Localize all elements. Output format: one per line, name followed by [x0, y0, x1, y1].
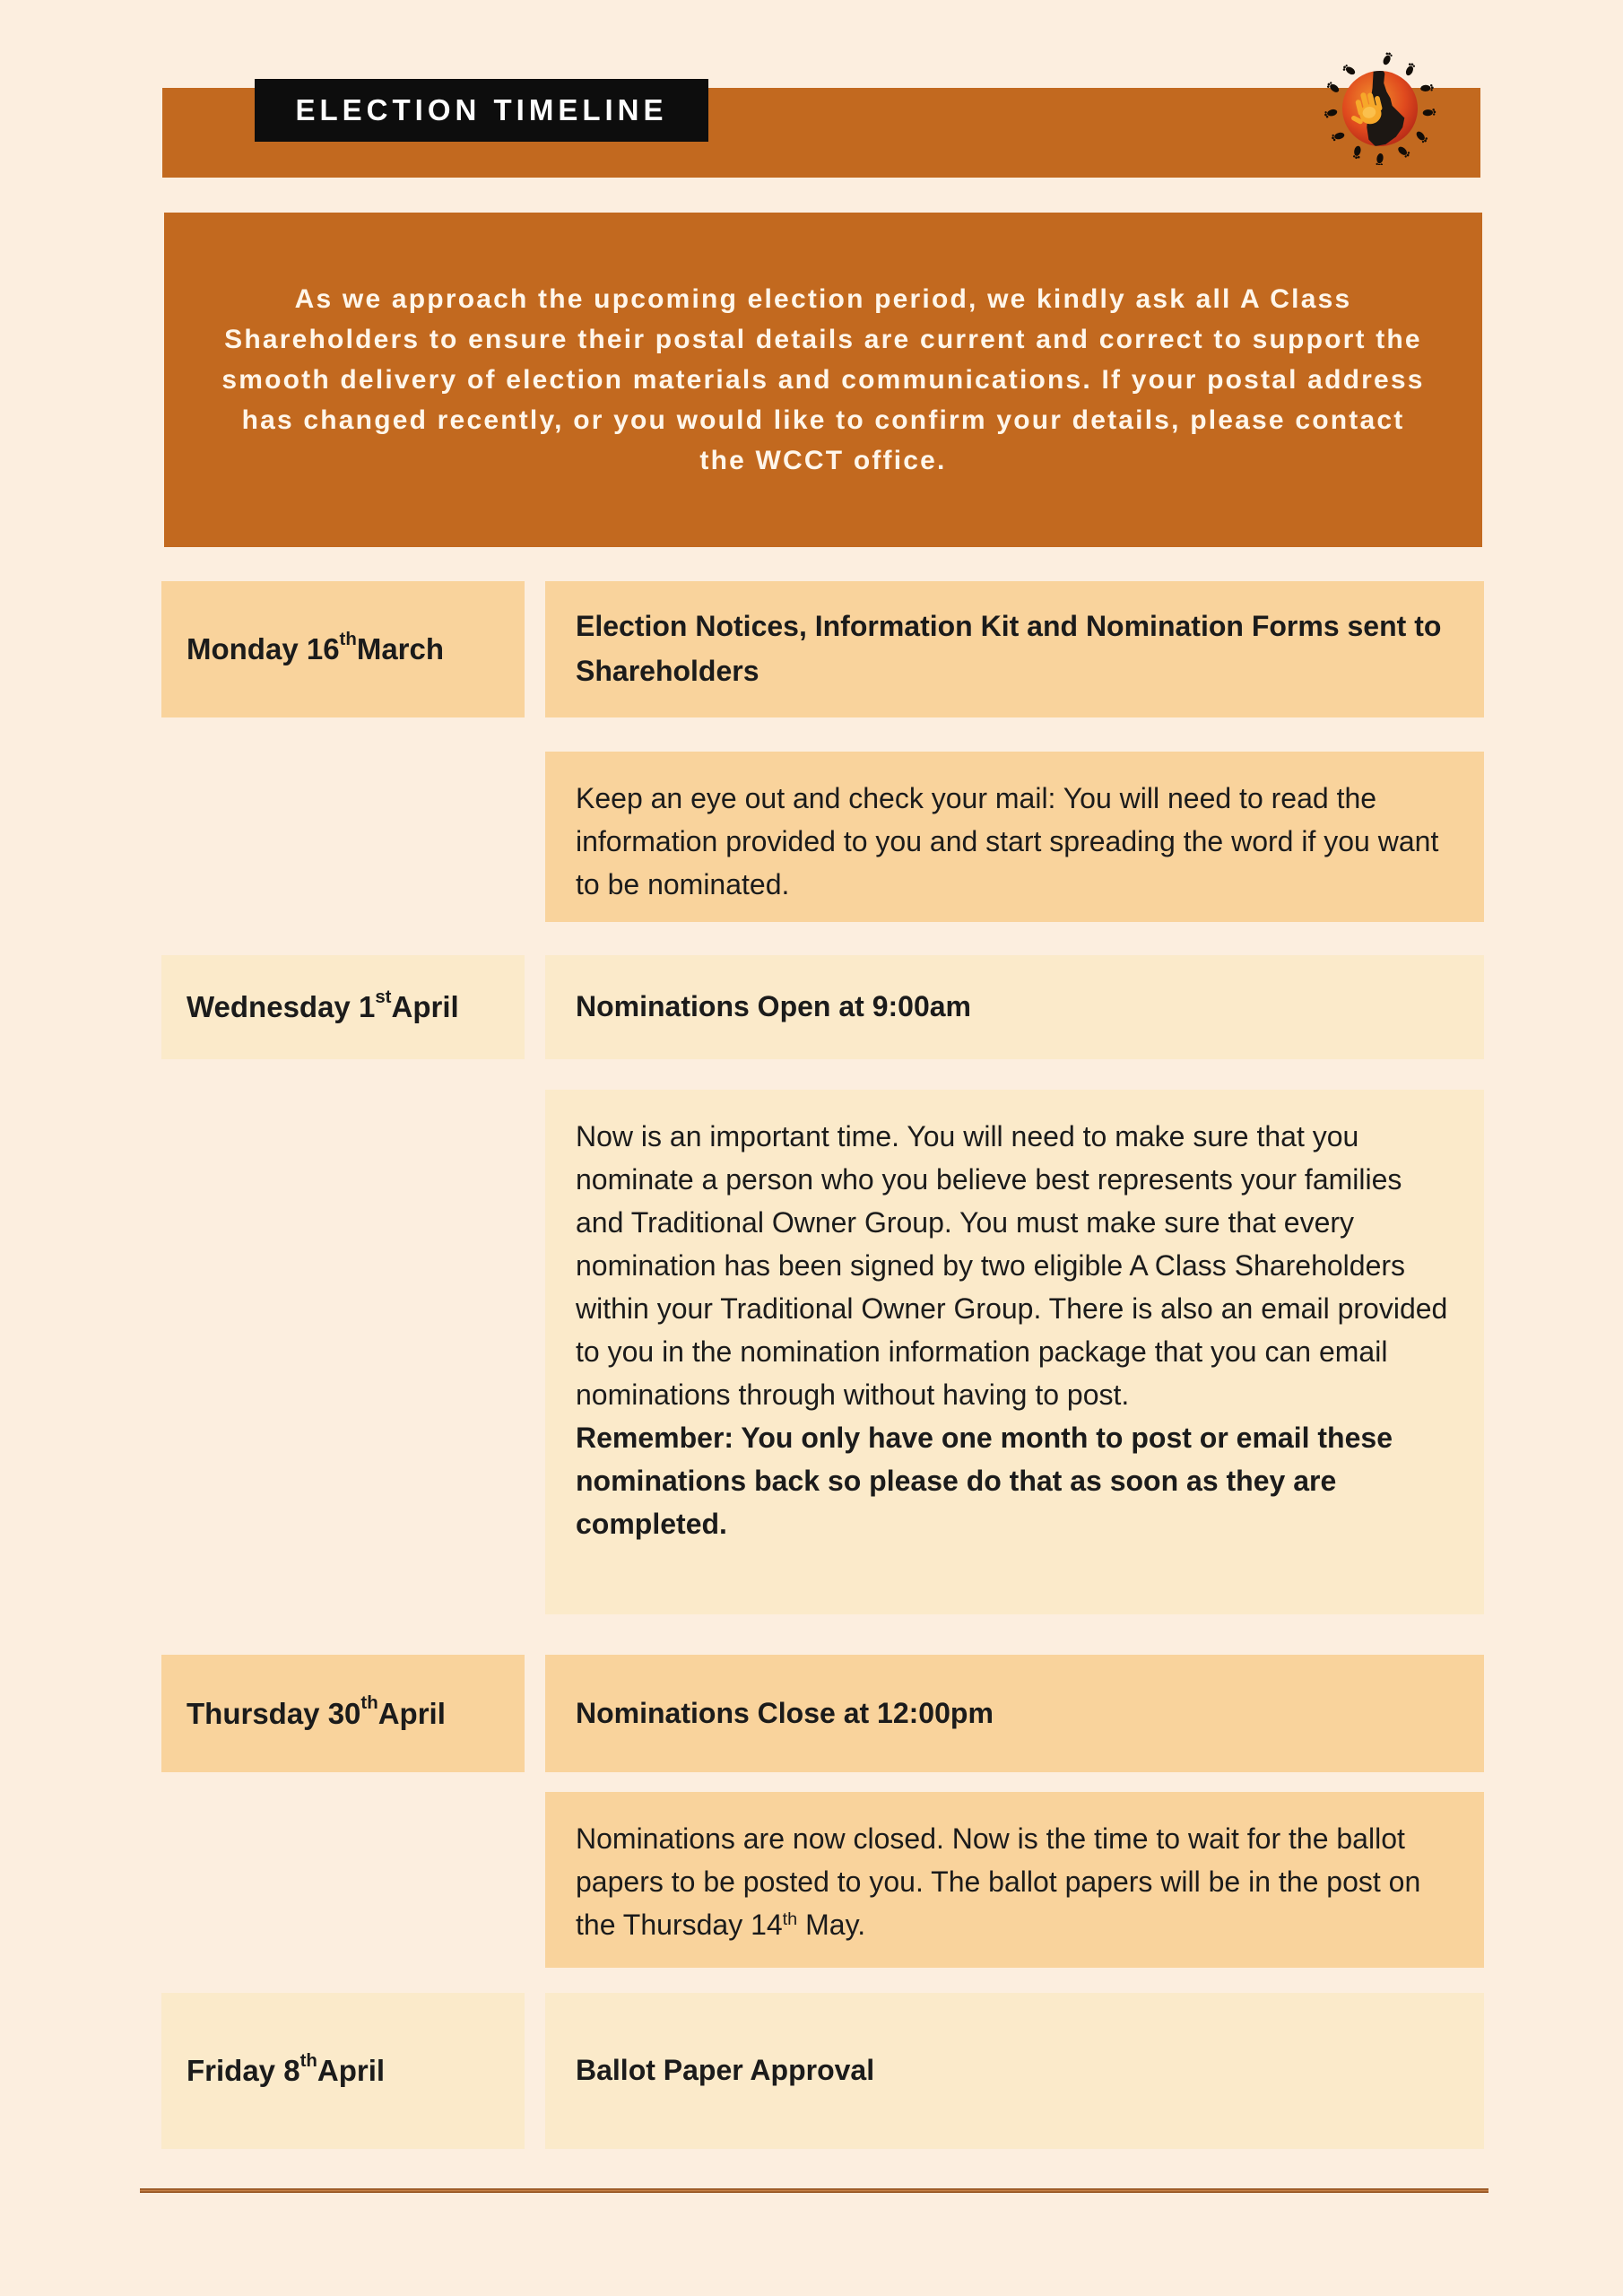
event-box-nominations-open — [545, 955, 1484, 1059]
date-text: Thursday 30 — [187, 1696, 361, 1730]
event-box-ballot-paper-approval — [545, 1993, 1484, 2149]
divider-line — [140, 2188, 1488, 2193]
date-month: April — [378, 1696, 446, 1730]
note-text: Nominations are now closed. Now is the time to wait for the ballot papers to be posted to you. The ballot papers will be in the post on the Thursday 14 — [576, 1822, 1421, 1941]
date-box-wednesday-1-april — [161, 955, 525, 1059]
note-text-end: May. — [797, 1909, 866, 1941]
date-ordinal: st — [375, 986, 392, 1007]
note-box-nomination-instructions — [545, 1090, 1484, 1614]
header-title-box — [255, 79, 708, 142]
note-text: Keep an eye out and check your mail: You will need to read the information provided to you and start spreading the word if you want to be nominated. — [576, 782, 1439, 900]
date-text: Wednesday 1 — [187, 990, 376, 1023]
event-title: Nominations Close at 12:00pm — [576, 1696, 994, 1729]
date-text: Friday 8 — [187, 2054, 300, 2087]
date-ordinal: th — [299, 2049, 317, 2071]
note-remember-text: Remember: You only have one month to post or email these nominations back so please do that as soon as they are completed. — [576, 1422, 1393, 1540]
event-title: Election Notices, Information Kit and Nomination Forms sent to Shareholders — [576, 610, 1442, 687]
date-month: March — [356, 632, 445, 665]
intro-box — [164, 213, 1482, 547]
event-box-nominations-close — [545, 1655, 1484, 1772]
note-text: Now is an important time. You will need to make sure that you nominate a person who you believe best represents your families and Traditional Owner Group. You must make sure that every nomination has been signed by two eligible A Class Shareholders within your Traditional Owner Group. There is also an email provided to you in the nomination information package that you can email nominations through without having to post. — [576, 1120, 1448, 1411]
event-title: Nominations Open at 9:00am — [576, 990, 971, 1023]
date-ordinal: th — [339, 628, 357, 649]
note-box-check-mail — [545, 752, 1484, 922]
date-box-monday-16-march — [161, 581, 525, 718]
date-ordinal: th — [360, 1692, 378, 1714]
event-title: Ballot Paper Approval — [576, 2054, 875, 2087]
date-box-thursday-30-april — [161, 1655, 525, 1772]
page-title: ELECTION TIMELINE — [295, 93, 668, 126]
event-box-notices-sent — [545, 581, 1484, 718]
date-text: Monday 16 — [187, 632, 340, 665]
date-month: April — [391, 990, 459, 1023]
date-box-friday-8-april — [161, 1993, 525, 2149]
intro-text: As we approach the upcoming election period, we kindly ask all A Class Shareholders to ensure their postal details are current and correct to support the smooth delivery of election materials and communications. If your postal address has changed recently, or you would like to confirm your details, please contact the WCCT office. — [221, 284, 1425, 475]
note-box-ballot-papers-posted — [545, 1792, 1484, 1968]
date-ordinal: th — [782, 1909, 798, 1930]
date-month: April — [317, 2054, 386, 2087]
wcct-logo-icon — [1324, 52, 1436, 165]
wcct-logo — [1324, 52, 1436, 165]
